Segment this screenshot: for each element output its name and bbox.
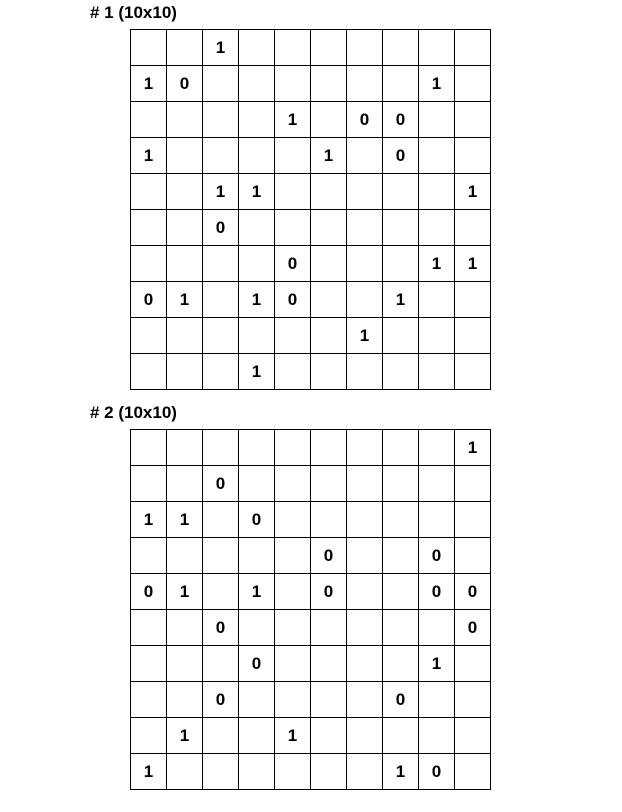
- puzzle-2-cell-r10-c5[interactable]: [275, 754, 311, 790]
- puzzle-2-cell-r1-c4[interactable]: [239, 430, 275, 466]
- puzzle-2-cell-r4-c4[interactable]: [239, 538, 275, 574]
- puzzle-2-cell-r3-c5[interactable]: [275, 502, 311, 538]
- puzzle-2-cell-r7-c9[interactable]: 1: [419, 646, 455, 682]
- puzzle-2-cell-r10-c10[interactable]: [455, 754, 491, 790]
- puzzle-1-cell-r8-c7[interactable]: [347, 282, 383, 318]
- puzzle-1-cell-r10-c4[interactable]: 1: [239, 354, 275, 390]
- puzzle-1-cell-r1-c7[interactable]: [347, 30, 383, 66]
- puzzle-2-cell-r10-c3[interactable]: [203, 754, 239, 790]
- puzzle-2-cell-r5-c10[interactable]: 0: [455, 574, 491, 610]
- puzzle-1-cell-r6-c3[interactable]: 0: [203, 210, 239, 246]
- puzzle-2-cell-r5-c5[interactable]: [275, 574, 311, 610]
- puzzle-2-cell-r8-c1[interactable]: [131, 682, 167, 718]
- puzzle-2-cell-r1-c3[interactable]: [203, 430, 239, 466]
- puzzle-1-cell-r8-c5[interactable]: 0: [275, 282, 311, 318]
- puzzle-1-cell-r4-c1[interactable]: 1: [131, 138, 167, 174]
- puzzle-2-cell-r8-c4[interactable]: [239, 682, 275, 718]
- puzzle-1-cell-r4-c9[interactable]: [419, 138, 455, 174]
- puzzle-2-cell-r6-c4[interactable]: [239, 610, 275, 646]
- puzzle-1-cell-r10-c8[interactable]: [383, 354, 419, 390]
- puzzle-1-cell-r3-c9[interactable]: [419, 102, 455, 138]
- puzzle-1-cell-r5-c1[interactable]: [131, 174, 167, 210]
- puzzle-2-cell-r4-c5[interactable]: [275, 538, 311, 574]
- puzzle-2-cell-r2-c1[interactable]: [131, 466, 167, 502]
- puzzle-2-cell-r1-c10[interactable]: 1: [455, 430, 491, 466]
- puzzle-1-cell-r6-c8[interactable]: [383, 210, 419, 246]
- puzzle-2-cell-r6-c1[interactable]: [131, 610, 167, 646]
- puzzle-1-cell-r4-c7[interactable]: [347, 138, 383, 174]
- puzzle-1-cell-r1-c3[interactable]: 1: [203, 30, 239, 66]
- puzzle-2-cell-r9-c1[interactable]: [131, 718, 167, 754]
- puzzle-1-cell-r9-c3[interactable]: [203, 318, 239, 354]
- puzzle-1-cell-r4-c5[interactable]: [275, 138, 311, 174]
- puzzle-2-cell-r2-c2[interactable]: [167, 466, 203, 502]
- puzzle-1-cell-r9-c5[interactable]: [275, 318, 311, 354]
- puzzle-1-cell-r6-c4[interactable]: [239, 210, 275, 246]
- puzzle-1-cell-r3-c10[interactable]: [455, 102, 491, 138]
- puzzle-2-cell-r4-c9[interactable]: 0: [419, 538, 455, 574]
- puzzle-2-cell-r9-c8[interactable]: [383, 718, 419, 754]
- puzzle-1-cell-r4-c8[interactable]: 0: [383, 138, 419, 174]
- puzzle-2-cell-r9-c9[interactable]: [419, 718, 455, 754]
- puzzle-1-cell-r9-c4[interactable]: [239, 318, 275, 354]
- puzzle-1-cell-r2-c7[interactable]: [347, 66, 383, 102]
- puzzle-2-cell-r9-c5[interactable]: 1: [275, 718, 311, 754]
- puzzle-2-cell-r4-c2[interactable]: [167, 538, 203, 574]
- puzzle-1-cell-r9-c1[interactable]: [131, 318, 167, 354]
- puzzle-1-cell-r4-c4[interactable]: [239, 138, 275, 174]
- puzzle-2-cell-r9-c2[interactable]: 1: [167, 718, 203, 754]
- puzzle-1-cell-r10-c10[interactable]: [455, 354, 491, 390]
- puzzle-2-cell-r7-c5[interactable]: [275, 646, 311, 682]
- puzzle-2-cell-r6-c7[interactable]: [347, 610, 383, 646]
- puzzle-1-cell-r1-c1[interactable]: [131, 30, 167, 66]
- puzzle-1-cell-r10-c6[interactable]: [311, 354, 347, 390]
- puzzle-1-cell-r3-c5[interactable]: 1: [275, 102, 311, 138]
- puzzle-1-cell-r1-c9[interactable]: [419, 30, 455, 66]
- puzzle-1-cell-r4-c3[interactable]: [203, 138, 239, 174]
- puzzle-1-grid: [130, 29, 491, 390]
- puzzle-2-cell-r2-c9[interactable]: [419, 466, 455, 502]
- puzzle-2-cell-r10-c4[interactable]: [239, 754, 275, 790]
- puzzle-1-cell-r3-c7[interactable]: 0: [347, 102, 383, 138]
- puzzle-2-cell-r9-c6[interactable]: [311, 718, 347, 754]
- puzzle-2-cell-r5-c3[interactable]: [203, 574, 239, 610]
- puzzle-1-cell-r6-c10[interactable]: [455, 210, 491, 246]
- puzzle-2-cell-r10-c9[interactable]: 0: [419, 754, 455, 790]
- puzzle-1-cell-r1-c5[interactable]: [275, 30, 311, 66]
- puzzle-2-cell-r1-c6[interactable]: [311, 430, 347, 466]
- puzzle-1-cell-r2-c10[interactable]: [455, 66, 491, 102]
- puzzle-1-cell-r5-c9[interactable]: [419, 174, 455, 210]
- puzzle-2-cell-r10-c8[interactable]: 1: [383, 754, 419, 790]
- puzzle-1-cell-r4-c2[interactable]: [167, 138, 203, 174]
- puzzle-1-cell-r7-c10[interactable]: 1: [455, 246, 491, 282]
- puzzle-1-cell-r5-c8[interactable]: [383, 174, 419, 210]
- puzzle-2-cell-r5-c7[interactable]: [347, 574, 383, 610]
- puzzle-2-cell-r7-c4[interactable]: 0: [239, 646, 275, 682]
- puzzle-2-cell-r8-c8[interactable]: 0: [383, 682, 419, 718]
- puzzle-1-cell-r8-c3[interactable]: [203, 282, 239, 318]
- puzzle-2-cell-r4-c3[interactable]: [203, 538, 239, 574]
- puzzle-2-cell-r7-c10[interactable]: [455, 646, 491, 682]
- puzzle-1-title: # 1 (10x10): [90, 3, 177, 22]
- puzzle-2-cell-r7-c1[interactable]: [131, 646, 167, 682]
- puzzle-1-cell-r4-c10[interactable]: [455, 138, 491, 174]
- puzzle-2-cell-r10-c6[interactable]: [311, 754, 347, 790]
- puzzle-2-cell-r6-c10[interactable]: 0: [455, 610, 491, 646]
- puzzle-1-cell-r8-c4[interactable]: 1: [239, 282, 275, 318]
- puzzle-1-cell-r5-c10[interactable]: 1: [455, 174, 491, 210]
- puzzle-2-cell-r9-c3[interactable]: [203, 718, 239, 754]
- puzzle-2-cell-r5-c6[interactable]: 0: [311, 574, 347, 610]
- puzzle-2-cell-r7-c3[interactable]: [203, 646, 239, 682]
- puzzle-2-cell-r5-c2[interactable]: 1: [167, 574, 203, 610]
- puzzle-2-cell-r2-c6[interactable]: [311, 466, 347, 502]
- puzzle-1-cell-r1-c4[interactable]: [239, 30, 275, 66]
- puzzle-1-cell-r8-c6[interactable]: [311, 282, 347, 318]
- puzzle-1-cell-r8-c2[interactable]: 1: [167, 282, 203, 318]
- puzzle-2-cell-r3-c3[interactable]: [203, 502, 239, 538]
- puzzle-1-cell-r7-c2[interactable]: [167, 246, 203, 282]
- puzzle-2-cell-r2-c8[interactable]: [383, 466, 419, 502]
- puzzle-2-cell-r1-c9[interactable]: [419, 430, 455, 466]
- puzzle-2-cell-r9-c7[interactable]: [347, 718, 383, 754]
- puzzle-1-cell-r6-c2[interactable]: [167, 210, 203, 246]
- puzzle-2-cell-r1-c1[interactable]: [131, 430, 167, 466]
- puzzle-1-cell-r8-c10[interactable]: [455, 282, 491, 318]
- puzzle-1-cell-r10-c7[interactable]: [347, 354, 383, 390]
- puzzle-2-cell-r2-c7[interactable]: [347, 466, 383, 502]
- puzzle-1-cell-r6-c7[interactable]: [347, 210, 383, 246]
- puzzle-2-cell-r10-c7[interactable]: [347, 754, 383, 790]
- puzzle-1-cell-r1-c10[interactable]: [455, 30, 491, 66]
- puzzle-1-cell-r6-c9[interactable]: [419, 210, 455, 246]
- puzzle-2-cell-r4-c7[interactable]: [347, 538, 383, 574]
- puzzle-1-cell-r9-c8[interactable]: [383, 318, 419, 354]
- puzzle-2-grid: [130, 429, 491, 790]
- puzzle-1-cell-r3-c2[interactable]: [167, 102, 203, 138]
- puzzle-2-cell-r4-c6[interactable]: 0: [311, 538, 347, 574]
- puzzle-2-cell-r6-c5[interactable]: [275, 610, 311, 646]
- puzzle-2-cell-r3-c6[interactable]: [311, 502, 347, 538]
- puzzle-2-cell-r4-c8[interactable]: [383, 538, 419, 574]
- puzzle-1-cell-r9-c2[interactable]: [167, 318, 203, 354]
- puzzle-2-cell-r9-c10[interactable]: [455, 718, 491, 754]
- puzzle-2-cell-r8-c10[interactable]: [455, 682, 491, 718]
- puzzle-2-cell-r3-c8[interactable]: [383, 502, 419, 538]
- puzzle-2-cell-r3-c7[interactable]: [347, 502, 383, 538]
- puzzle-2-cell-r3-c1[interactable]: 1: [131, 502, 167, 538]
- puzzle-2-cell-r6-c9[interactable]: [419, 610, 455, 646]
- puzzle-2-cell-r1-c8[interactable]: [383, 430, 419, 466]
- puzzle-2-cell-r8-c5[interactable]: [275, 682, 311, 718]
- puzzle-2-cell-r10-c1[interactable]: 1: [131, 754, 167, 790]
- puzzle-1-cell-r10-c2[interactable]: [167, 354, 203, 390]
- puzzle-1-cell-r6-c1[interactable]: [131, 210, 167, 246]
- puzzle-1-cell-r5-c3[interactable]: 1: [203, 174, 239, 210]
- puzzle-1-cell-r1-c8[interactable]: [383, 30, 419, 66]
- puzzle-2-cell-r1-c2[interactable]: [167, 430, 203, 466]
- puzzle-2-cell-r7-c2[interactable]: [167, 646, 203, 682]
- puzzle-1-cell-r3-c6[interactable]: [311, 102, 347, 138]
- puzzle-1-cell-r9-c7[interactable]: 1: [347, 318, 383, 354]
- puzzle-1-cell-r7-c1[interactable]: [131, 246, 167, 282]
- puzzle-1-cell-r5-c6[interactable]: [311, 174, 347, 210]
- puzzle-1-cell-r3-c4[interactable]: [239, 102, 275, 138]
- puzzle-2-cell-r8-c2[interactable]: [167, 682, 203, 718]
- puzzle-1-cell-r3-c1[interactable]: [131, 102, 167, 138]
- puzzle-1-cell-r7-c9[interactable]: 1: [419, 246, 455, 282]
- puzzle-1-cell-r6-c6[interactable]: [311, 210, 347, 246]
- puzzle-2-cell-r7-c6[interactable]: [311, 646, 347, 682]
- puzzle-1-cell-r2-c5[interactable]: [275, 66, 311, 102]
- puzzle-2-cell-r6-c2[interactable]: [167, 610, 203, 646]
- puzzle-2-cell-r6-c3[interactable]: 0: [203, 610, 239, 646]
- puzzle-2-cell-r6-c8[interactable]: [383, 610, 419, 646]
- puzzle-2-cell-r7-c7[interactable]: [347, 646, 383, 682]
- puzzle-2-cell-r3-c9[interactable]: [419, 502, 455, 538]
- puzzle-1-cell-r9-c9[interactable]: [419, 318, 455, 354]
- puzzle-2-title: # 2 (10x10): [90, 403, 177, 422]
- puzzle-1-cell-r8-c8[interactable]: 1: [383, 282, 419, 318]
- puzzle-2-cell-r3-c10[interactable]: [455, 502, 491, 538]
- puzzle-1-cell-r2-c3[interactable]: [203, 66, 239, 102]
- puzzle-1-cell-r7-c6[interactable]: [311, 246, 347, 282]
- puzzle-1-cell-r8-c1[interactable]: 0: [131, 282, 167, 318]
- puzzle-2-cell-r3-c2[interactable]: 1: [167, 502, 203, 538]
- puzzle-2-cell-r9-c4[interactable]: [239, 718, 275, 754]
- puzzle-1-cell-r2-c9[interactable]: 1: [419, 66, 455, 102]
- puzzle-1-cell-r2-c4[interactable]: [239, 66, 275, 102]
- puzzle-1-cell-r1-c6[interactable]: [311, 30, 347, 66]
- puzzle-1-cell-r2-c6[interactable]: [311, 66, 347, 102]
- puzzle-1-cell-r7-c7[interactable]: [347, 246, 383, 282]
- puzzle-2-cell-r5-c1[interactable]: 0: [131, 574, 167, 610]
- puzzle-1-cell-r6-c5[interactable]: [275, 210, 311, 246]
- puzzle-2-cell-r1-c7[interactable]: [347, 430, 383, 466]
- puzzle-2-cell-r4-c10[interactable]: [455, 538, 491, 574]
- puzzle-1-cell-r3-c8[interactable]: 0: [383, 102, 419, 138]
- puzzle-1-cell-r9-c10[interactable]: [455, 318, 491, 354]
- puzzle-1-cell-r5-c5[interactable]: [275, 174, 311, 210]
- puzzle-1-cell-r5-c7[interactable]: [347, 174, 383, 210]
- puzzle-1-cell-r1-c2[interactable]: [167, 30, 203, 66]
- puzzle-2-cell-r5-c8[interactable]: [383, 574, 419, 610]
- puzzle-2-cell-r8-c9[interactable]: [419, 682, 455, 718]
- puzzle-1-cell-r10-c5[interactable]: [275, 354, 311, 390]
- puzzle-2-cell-r3-c4[interactable]: 0: [239, 502, 275, 538]
- puzzle-1-cell-r7-c8[interactable]: [383, 246, 419, 282]
- puzzle-1-cell-r7-c5[interactable]: 0: [275, 246, 311, 282]
- puzzle-2-cell-r2-c3[interactable]: 0: [203, 466, 239, 502]
- puzzle-1-cell-r5-c2[interactable]: [167, 174, 203, 210]
- puzzle-1-cell-r9-c6[interactable]: [311, 318, 347, 354]
- puzzle-1-cell-r8-c9[interactable]: [419, 282, 455, 318]
- puzzle-1-cell-r3-c3[interactable]: [203, 102, 239, 138]
- puzzle-2-cell-r8-c6[interactable]: [311, 682, 347, 718]
- puzzle-1-cell-r2-c2[interactable]: 0: [167, 66, 203, 102]
- puzzle-1-cell-r2-c8[interactable]: [383, 66, 419, 102]
- puzzle-2-cell-r8-c7[interactable]: [347, 682, 383, 718]
- puzzle-1-cell-r10-c3[interactable]: [203, 354, 239, 390]
- puzzle-1-cell-r5-c4[interactable]: 1: [239, 174, 275, 210]
- puzzle-1-cell-r7-c3[interactable]: [203, 246, 239, 282]
- puzzle-2-cell-r4-c1[interactable]: [131, 538, 167, 574]
- puzzle-2-cell-r1-c5[interactable]: [275, 430, 311, 466]
- puzzle-1-cell-r10-c1[interactable]: [131, 354, 167, 390]
- puzzle-2-cell-r2-c4[interactable]: [239, 466, 275, 502]
- puzzle-2-cell-r6-c6[interactable]: [311, 610, 347, 646]
- puzzle-1-cell-r7-c4[interactable]: [239, 246, 275, 282]
- puzzle-2-cell-r5-c9[interactable]: 0: [419, 574, 455, 610]
- puzzle-2-cell-r2-c5[interactable]: [275, 466, 311, 502]
- puzzle-2-cell-r7-c8[interactable]: [383, 646, 419, 682]
- puzzle-2-cell-r5-c4[interactable]: 1: [239, 574, 275, 610]
- puzzle-2-cell-r8-c3[interactable]: 0: [203, 682, 239, 718]
- puzzle-1-cell-r10-c9[interactable]: [419, 354, 455, 390]
- puzzle-1-cell-r4-c6[interactable]: 1: [311, 138, 347, 174]
- puzzle-2-cell-r2-c10[interactable]: [455, 466, 491, 502]
- puzzle-1-cell-r2-c1[interactable]: 1: [131, 66, 167, 102]
- puzzle-2-cell-r10-c2[interactable]: [167, 754, 203, 790]
